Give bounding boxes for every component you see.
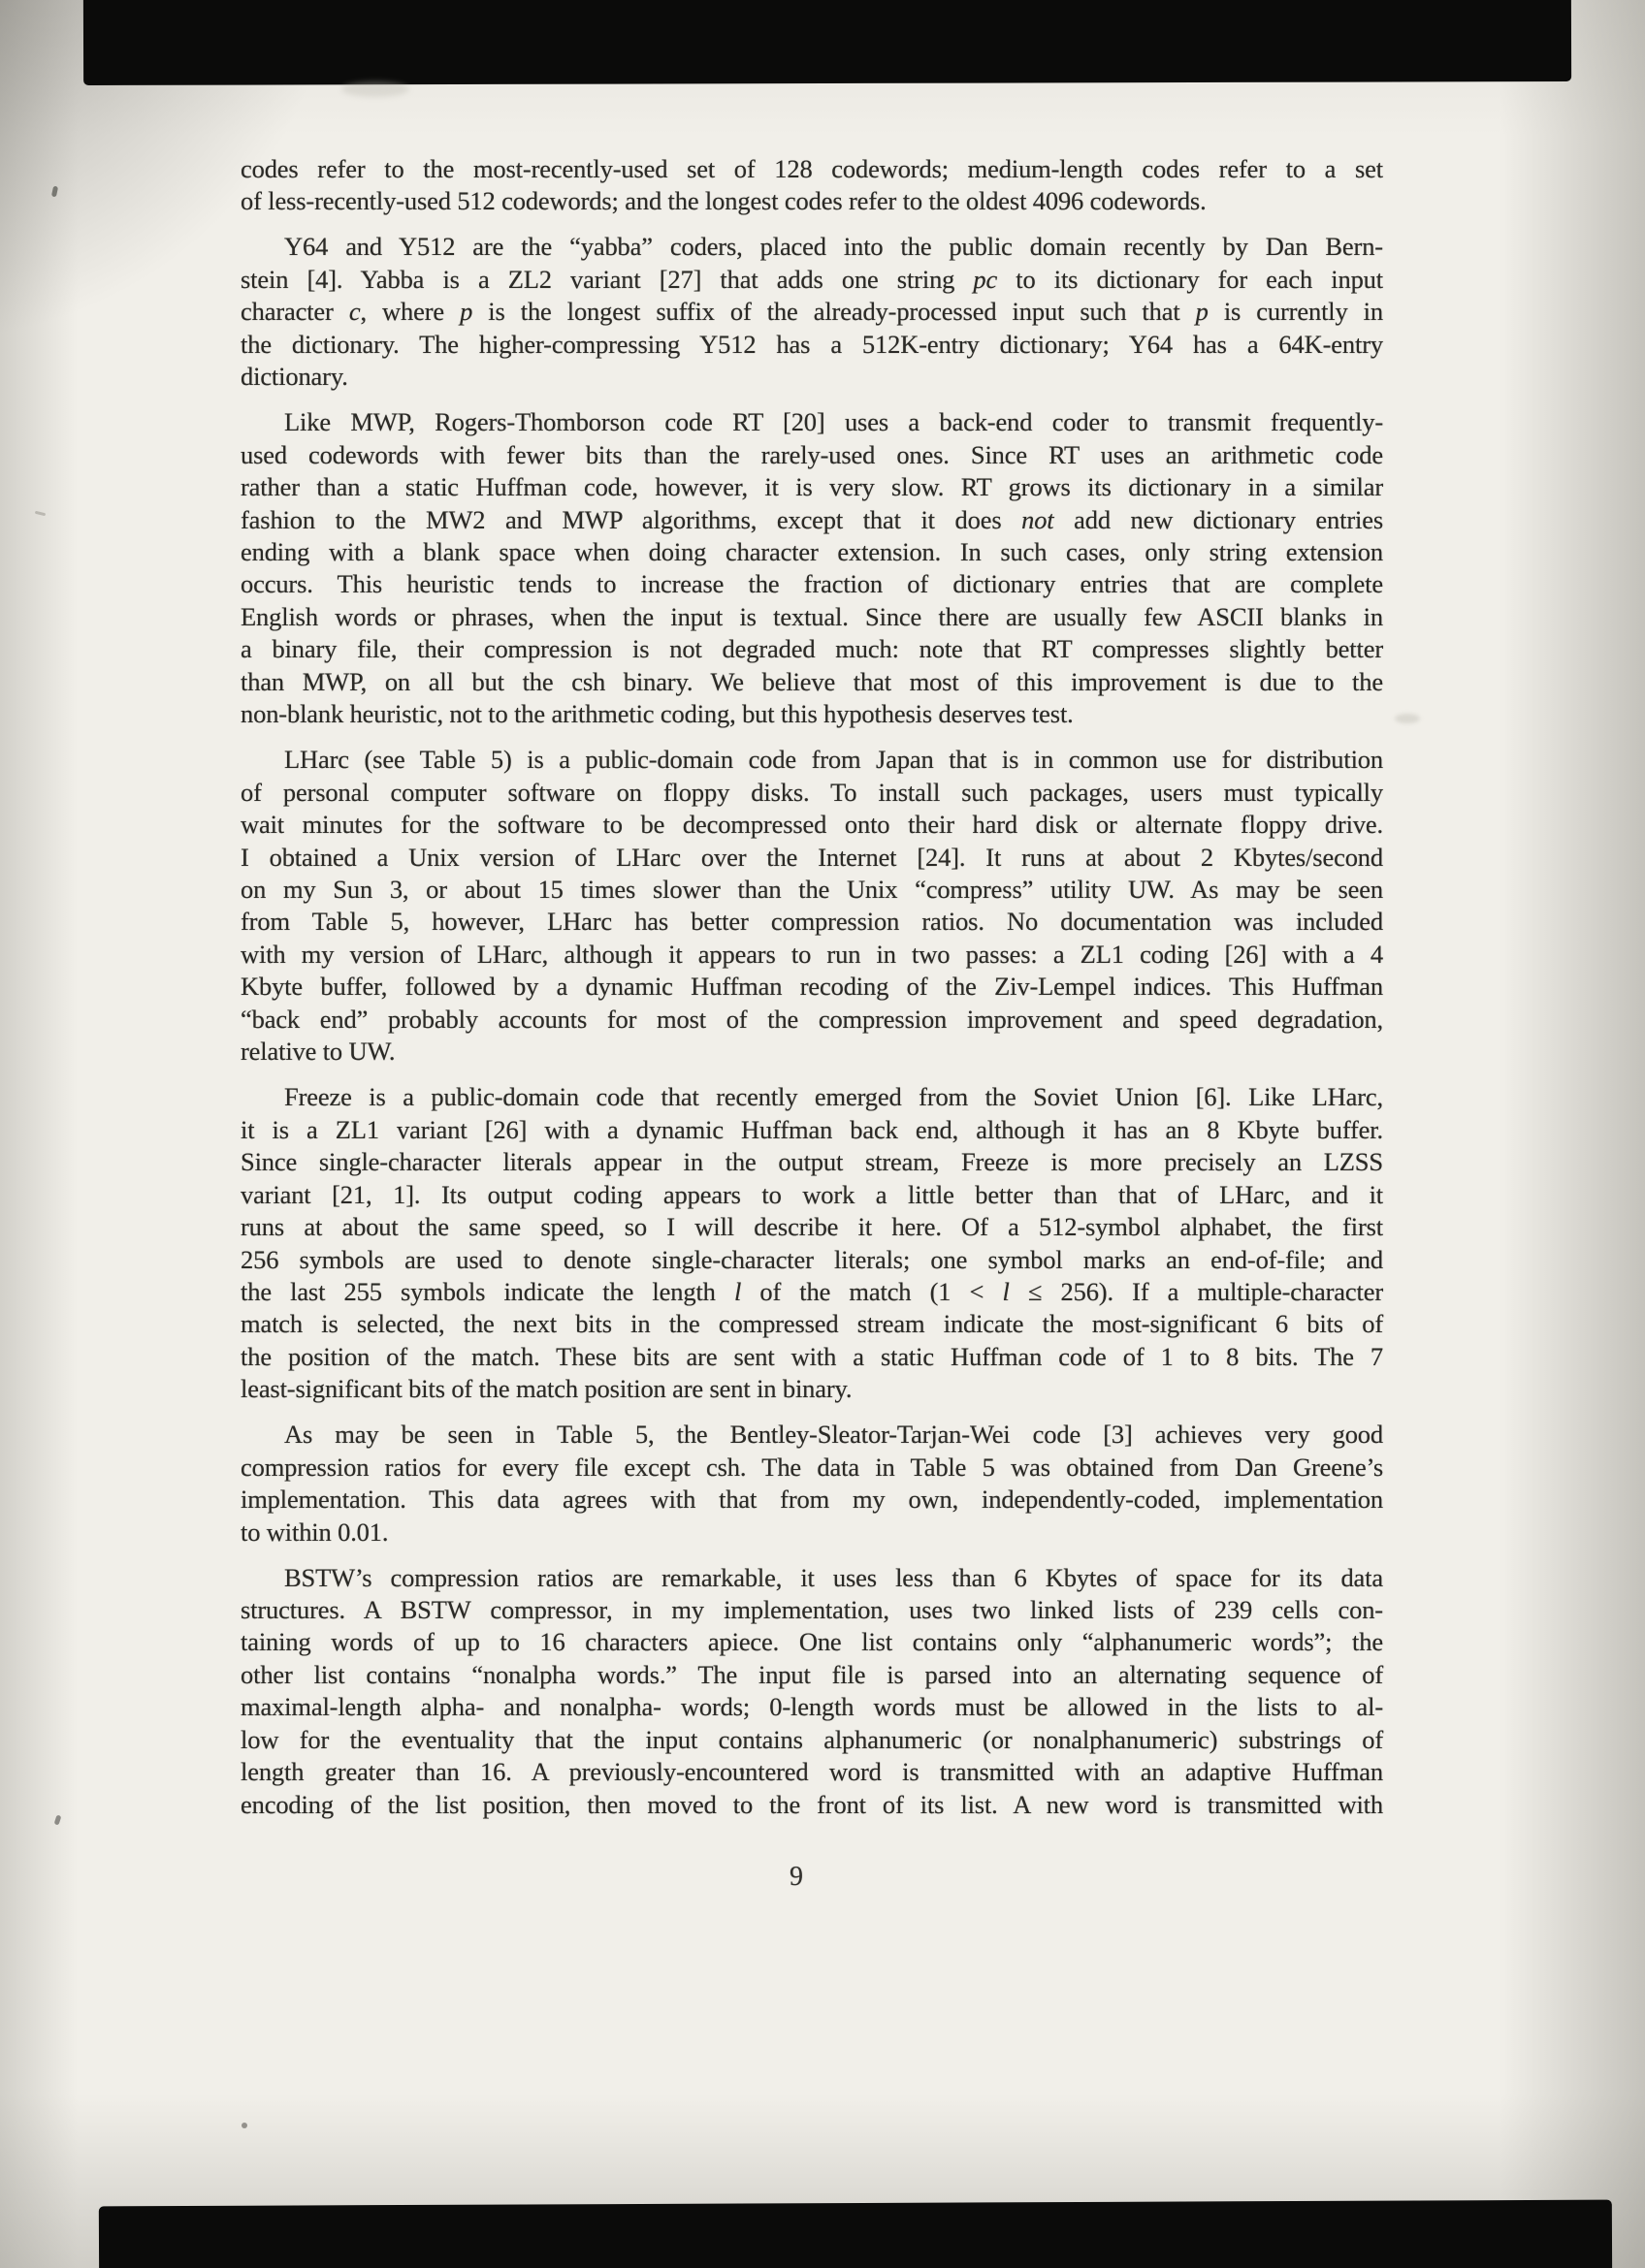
text-line: [241, 231, 1383, 263]
scan-speck: [242, 2123, 247, 2128]
text-segment: the last 255 symbols indicate the length: [241, 1276, 734, 1306]
text-segment: stein [4]. Yabba is a ZL2 variant [27] that adds one string: [241, 264, 974, 294]
photo-background-bottom-band: [99, 2200, 1612, 2268]
text-line: [241, 1594, 1383, 1626]
text-line: [241, 1081, 1383, 1113]
text-segment: match is selected, the next bits in the compressed stream indicate the most-significant 6 bits of: [241, 1309, 1383, 1339]
text-segment: taining words of up to 16 characters apiece. One list contains only “alphanumeric words”; the: [241, 1627, 1383, 1657]
text-segment: of less-recently-used 512 codewords; and the longest codes refer to the oldest 4096 codewords.: [241, 186, 1207, 216]
text-segment: other list contains “nonalpha words.” The input file is parsed into an alternating sequence of: [241, 1659, 1383, 1689]
text-segment: occurs. This heuristic tends to increase the fraction of dictionary entries that are complete: [241, 569, 1383, 599]
text-segment: least-significant bits of the match position are sent in binary.: [241, 1374, 853, 1404]
paragraph: [241, 153, 1383, 218]
text-line: [241, 1308, 1383, 1340]
text-segment: to within 0.01.: [241, 1517, 389, 1547]
page-text: [241, 153, 1383, 1821]
scan-smudge: [1395, 714, 1420, 723]
text-segment: add new dictionary entries: [1053, 504, 1383, 534]
text-segment: English words or phrases, when the input is textual. Since there are usually few ASCII blanks in: [241, 601, 1383, 631]
text-segment: dictionary.: [241, 362, 348, 392]
paragraph: [241, 406, 1383, 731]
paragraph: [241, 1562, 1383, 1822]
text-line: [241, 1004, 1383, 1036]
text-segment: than MWP, on all but the csh binary. We believe that most of this improvement is due to the: [241, 666, 1383, 696]
text-segment: is currently in: [1208, 297, 1383, 327]
text-segment: of the match (1 <: [741, 1276, 1003, 1306]
text-segment: runs at about the same speed, so I will describe it here. Of a 512-symbol alphabet, the first: [241, 1212, 1383, 1242]
text-segment: it is a ZL1 variant [26] with a dynamic Huffman back end, although it has an 8 Kbyte buffer.: [241, 1114, 1383, 1144]
page-number: 9: [790, 1862, 803, 1892]
text-line: [241, 633, 1383, 665]
text-segment: of personal computer software on floppy disks. To install such packages, users must typically: [241, 777, 1383, 807]
text-segment: maximal-length alpha- and nonalpha- words; 0-length words must be allowed in the lists to al-: [241, 1692, 1383, 1722]
text-segment: , where: [360, 297, 461, 327]
text-line: [241, 1373, 1383, 1405]
text-line: [241, 504, 1383, 536]
text-line: [241, 1452, 1383, 1484]
italic-text-segment: l: [733, 1276, 742, 1306]
text-line: [241, 1756, 1383, 1788]
text-segment: low for the eventuality that the input contains alphanumeric (or nonalphanumeric) substrings of: [241, 1724, 1383, 1754]
italic-text-segment: p: [1195, 297, 1209, 327]
text-line: [241, 296, 1383, 328]
text-segment: to its dictionary for each input: [997, 264, 1383, 294]
text-line: [241, 1419, 1383, 1451]
text-segment: As may be seen in Table 5, the Bentley-Sleator-Tarjan-Wei code [3] achieves very good: [284, 1420, 1383, 1450]
text-segment: is the longest suffix of the already-processed input such that: [472, 297, 1196, 327]
text-segment: fashion to the MW2 and MWP algorithms, except that it does: [241, 504, 1022, 534]
text-segment: ≤ 256). If a multiple-character: [1009, 1276, 1383, 1306]
text-line: [241, 568, 1383, 600]
text-line: [241, 1146, 1383, 1178]
text-line: [241, 153, 1383, 185]
text-line: [241, 1114, 1383, 1146]
text-segment: the position of the match. These bits are sent with a static Huffman code of 1 to 8 bits. The 7: [241, 1341, 1383, 1371]
text-line: [241, 777, 1383, 809]
italic-text-segment: pc: [973, 264, 998, 294]
text-segment: BSTW’s compression ratios are remarkable, it uses less than 6 Kbytes of space for its data: [284, 1562, 1383, 1592]
text-line: [241, 536, 1383, 568]
text-segment: length greater than 16. A previously-encountered word is transmitted with an adaptive Huffman: [241, 1757, 1383, 1787]
scan-smudge: [341, 81, 409, 97]
text-line: [241, 1691, 1383, 1723]
text-segment: ending with a blank space when doing character extension. In such cases, only string extension: [241, 536, 1383, 566]
text-line: [241, 1626, 1383, 1658]
text-segment: relative to UW.: [241, 1037, 396, 1067]
text-line: [241, 406, 1383, 438]
italic-text-segment: not: [1021, 504, 1054, 534]
text-line: [241, 1517, 1383, 1549]
text-segment: from Table 5, however, LHarc has better compression ratios. No documentation was included: [241, 907, 1383, 937]
text-line: [241, 471, 1383, 503]
text-line: [241, 439, 1383, 471]
text-line: [241, 1484, 1383, 1516]
text-segment: “back end” probably accounts for most of the compression improvement and speed degradation,: [241, 1004, 1383, 1034]
text-line: [241, 744, 1383, 776]
italic-text-segment: p: [460, 297, 473, 327]
text-segment: Freeze is a public-domain code that recently emerged from the Soviet Union [6]. Like LHarc,: [284, 1082, 1383, 1112]
text-line: [241, 809, 1383, 841]
text-line: [241, 1276, 1383, 1308]
text-segment: a binary file, their compression is not degraded much: note that RT compresses slightly better: [241, 634, 1383, 664]
text-line: [241, 1562, 1383, 1594]
paragraph: [241, 1081, 1383, 1406]
text-line: [241, 971, 1383, 1003]
text-segment: wait minutes for the software to be decompressed onto their hard disk or alternate floppy drive.: [241, 810, 1383, 840]
text-segment: Kbyte buffer, followed by a dynamic Huffman recoding of the Ziv-Lempel indices. This Huffman: [241, 972, 1383, 1002]
text-segment: rather than a static Huffman code, however, it is very slow. RT grows its dictionary in a similar: [241, 472, 1383, 502]
text-segment: variant [21, 1]. Its output coding appears to work a little better than that of LHarc, and it: [241, 1179, 1383, 1209]
text-segment: I obtained a Unix version of LHarc over the Internet [24]. It runs at about 2 Kbytes/second: [241, 842, 1383, 872]
text-line: [241, 1244, 1383, 1276]
text-line: [241, 264, 1383, 296]
text-segment: Y64 and Y512 are the “yabba” coders, placed into the public domain recently by Dan Bern-: [284, 232, 1383, 262]
text-line: [241, 698, 1383, 730]
text-line: [241, 666, 1383, 698]
text-segment: non-blank heuristic, not to the arithmetic coding, but this hypothesis deserves test.: [241, 699, 1074, 729]
text-segment: compression ratios for every file except csh. The data in Table 5 was obtained from Dan Greene’s: [241, 1452, 1383, 1482]
text-segment: structures. A BSTW compressor, in my implementation, uses two linked lists of 239 cells con-: [241, 1595, 1383, 1625]
text-line: [241, 1341, 1383, 1373]
text-segment: Since single-character literals appear in the output stream, Freeze is more precisely an LZSS: [241, 1147, 1383, 1177]
text-line: [241, 1724, 1383, 1756]
text-line: [241, 361, 1383, 393]
text-line: [241, 1211, 1383, 1243]
text-segment: character: [241, 297, 349, 327]
text-line: [241, 329, 1383, 361]
paragraph: [241, 744, 1383, 1069]
text-segment: the dictionary. The higher-compressing Y512 has a 512K-entry dictionary; Y64 has a 64K-entry: [241, 329, 1383, 359]
text-line: [241, 1036, 1383, 1068]
text-line: [241, 601, 1383, 633]
paragraph: [241, 1419, 1383, 1549]
text-line: [241, 874, 1383, 906]
text-segment: used codewords with fewer bits than the rarely-used ones. Since RT uses an arithmetic code: [241, 439, 1383, 469]
text-segment: encoding of the list position, then moved to the front of its list. A new word is transmitted with: [241, 1789, 1383, 1819]
text-line: [241, 842, 1383, 874]
text-segment: implementation. This data agrees with that from my own, independently-coded, implementation: [241, 1485, 1383, 1515]
text-segment: Like MWP, Rogers-Thomborson code RT [20] uses a back-end coder to transmit frequently-: [284, 407, 1383, 437]
text-line: [241, 939, 1383, 971]
italic-text-segment: c: [348, 297, 361, 327]
text-segment: codes refer to the most-recently-used set of 128 codewords; medium-length codes refer to a set: [241, 154, 1383, 183]
photo-background-top-band: [83, 0, 1571, 85]
paragraph: [241, 231, 1383, 393]
text-line: [241, 1789, 1383, 1821]
text-segment: LHarc (see Table 5) is a public-domain code from Japan that is in common use for distribution: [284, 745, 1383, 775]
text-segment: with my version of LHarc, although it appears to run in two passes: a ZL1 coding [26] with a 4: [241, 939, 1383, 969]
text-line: [241, 185, 1383, 217]
text-segment: on my Sun 3, or about 15 times slower than the Unix “compress” utility UW. As may be seen: [241, 875, 1383, 905]
text-line: [241, 1659, 1383, 1691]
italic-text-segment: l: [1002, 1276, 1010, 1306]
text-line: [241, 906, 1383, 938]
text-segment: 256 symbols are used to denote single-character literals; one symbol marks an end-of-file; and: [241, 1244, 1383, 1274]
text-line: [241, 1179, 1383, 1211]
